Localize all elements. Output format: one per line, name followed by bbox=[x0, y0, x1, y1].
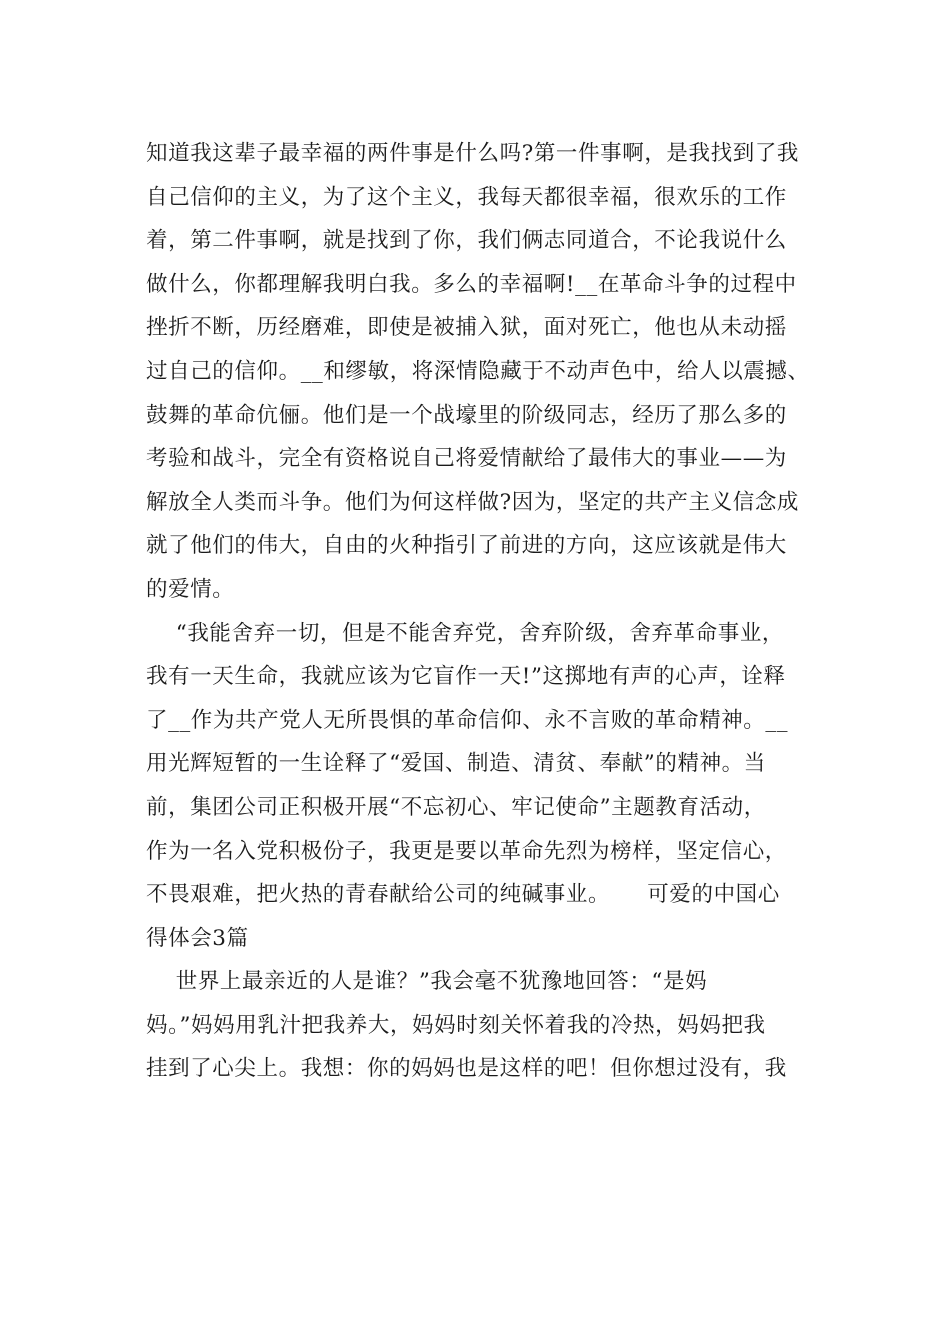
text-line: 用光辉短暂的一生诠释了“爱国、制造、清贫、奉献”的精神。当 bbox=[146, 751, 766, 777]
text-line: 就了他们的伟大，自由的火种指引了前进的方向，这应该就是伟大 bbox=[146, 533, 787, 559]
text-line: 解放全人类而斗争。他们为何这样做?因为，坚定的共产主义信念成 bbox=[146, 489, 800, 515]
text-line: 过自己的信仰。__和缪敏，将深情隐藏于不动声色中，给人以震撼、 bbox=[146, 358, 810, 384]
text-line: 不畏艰难，把火热的青春献给公司的纯碱事业。 可爱的中国心 bbox=[146, 882, 780, 908]
document-body bbox=[146, 132, 826, 1091]
text-line: 妈。”妈妈用乳汁把我养大，妈妈时刻关怀着我的冷热，妈妈把我 bbox=[146, 1012, 766, 1038]
text-line: 世界上最亲近的人是谁？”我会毫不犹豫地回答：“是妈 bbox=[146, 969, 708, 995]
text-line: 前，集团公司正积极开展“不忘初心、牢记使命”主题教育活动， bbox=[146, 794, 766, 820]
text-line: 我有一天生命，我就应该为它盲作一天!”这掷地有声的心声，诠释 bbox=[146, 664, 786, 690]
text-line: 得体会3篇 bbox=[146, 925, 249, 951]
text-line: 挂到了心尖上。我想：你的妈妈也是这样的吧！但你想过没有，我 bbox=[146, 1056, 787, 1082]
text-line: 知道我这辈子最幸福的两件事是什么吗?第一件事啊，是我找到了我 bbox=[146, 141, 800, 166]
text-line: 挫折不断，历经磨难，即使是被捕入狱，面对死亡，他也从未动摇 bbox=[146, 315, 787, 341]
text-line: 着，第二件事啊，就是找到了你，我们俩志同道合，不论我说什么 bbox=[146, 228, 787, 254]
text-line: 做什么，你都理解我明白我。多么的幸福啊!__在革命斗争的过程中 bbox=[146, 271, 797, 297]
text-line: 的爱情。 bbox=[146, 576, 235, 602]
text-line: 鼓舞的革命伉俪。他们是一个战壕里的阶级同志，经历了那么多的 bbox=[146, 402, 787, 428]
text-line: 作为一名入党积极份子，我更是要以革命先烈为榜样，坚定信心， bbox=[146, 838, 787, 864]
text-line: 自己信仰的主义，为了这个主义，我每天都很幸福，很欢乐的工作 bbox=[146, 184, 787, 210]
text-line: 了__作为共产党人无所畏惧的革命信仰、永不言败的革命精神。__ bbox=[146, 707, 789, 733]
text-line: “我能舍弃一切，但是不能舍弃党，舍弃阶级，舍弃革命事业， bbox=[146, 620, 785, 646]
text-line: 考验和战斗，完全有资格说自己将爱情献给了最伟大的事业——为 bbox=[146, 446, 787, 472]
